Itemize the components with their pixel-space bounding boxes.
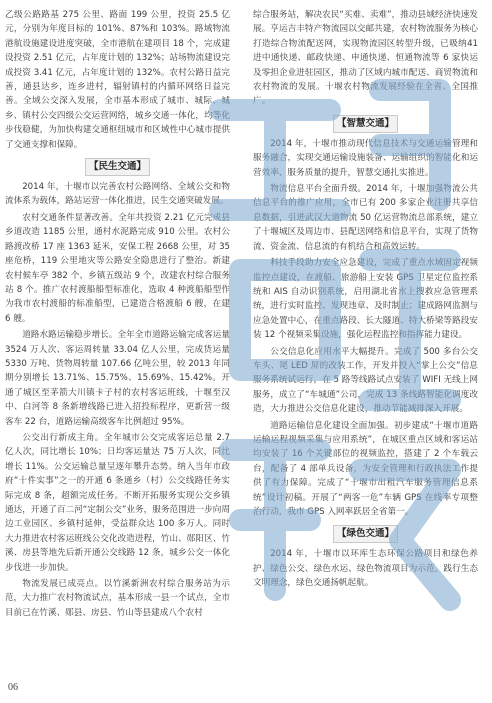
- livelihood-paragraph-5: 物流发展已成亮点。以竹溪新洲农村综合服务站为示范，大力推广农村物流试点，基本形成一县一个试点，全市目前已在竹溪、郧县、房县、竹山等县建成八个农村: [5, 579, 230, 618]
- section-heading-label: 【绿色交通】: [333, 525, 398, 543]
- livelihood-paragraph-3: 道路水路运输稳步增长。全年全市道路运输完成客运量 3524 万人次、客运周转量 33.04 亿人公里，完成货运量 5330 万吨、货物周转量 107.66 亿吨公里，较 2013 年同期分别增长 13.71%、15.75%、15.69%、15.42%。开通了城区至茅箭大川镇卡子村的农村客运班线，十堰至汉中、白河等 8 条新增线路已进入招投标程序，更新营一级客车 22 台，道路运输高级客车比例超过 95%。: [5, 330, 230, 427]
- left-column: [5, 8, 230, 622]
- smart-paragraph-4: 公交信息化应用水平大幅提升。完成了 500 多台公交车头、尾 LED 屏的改装工作，开发并投入“掌上公交”信息服务系统试运行，在 5 路等线路试点安装了 WIFI 无线上网服务，成立了“车城通”公司，完成 13 条线路智能化调度改造，大力推进公交信息化建设，推动节能减排深入开展。: [253, 346, 478, 415]
- section-heading-green: [253, 525, 478, 543]
- page-number: 06: [8, 682, 18, 693]
- section-heading-smart: [253, 115, 478, 133]
- smart-paragraph-5: 道路运输信息化建设全面加强。初步建成“十堰市道路运输运程视频采集与应用系统”，在城区重点区域和客运站均安装了 16 个关键部位的视频监控，搭建了 2 个车载云台，配备了 4 部单兵设备，为安全管理和行政执法工作提供了有力保障。完成了“十堰市出租汽车服务管理信息系统”设计初稿。开展了“两客一危”车辆 GPS 在线率专项整治行动，我市 GPS 入网率跃居全省第一。: [253, 420, 478, 517]
- livelihood-paragraph-4: 公交出行新成主角。全年城市公交完成客运总量 2.7 亿人次，同比增长 10%；日均客运量达 75 万人次，同比增长 11%。公交运输总量呈逐年攀升态势。纳入当年市政府“十件实事”之一的开通 6 条通乡（村）公交线路任务实际完成 8 条，超额完成任务。不断开拓服务实现公交乡镇通达，开通了百二河“定制公交”业务，服务范围进一步向周边工业园区、乡镇村延伸，受益群众达 100 多万人。同时大力推进农村客运班线公交化改造进程，竹山、郧阳区、竹溪、房县等地先后新开通公交线路 12 条，城乡公交一体化步伐进一步加快。: [5, 432, 230, 573]
- section-heading-label: 【智慧交通】: [333, 115, 398, 133]
- livelihood-paragraph-2: 农村交通条件显著改善。全年共投资 2.21 亿元完成县乡道改造 1185 公里，通村水泥路完成 910 公里。农村公路渡改桥 17 座 1363 延米，安保工程 2668 公里，对 35 座危桥，119 公里地灾等公路安全隐患进行了整治。新建农村候车亭 382 个、乡镇五级站 9 个，改建农村综合服务站 8 个。推广农村渡船船型标准化，选取 4 种渡船船型作为我市农村渡船的标准船型，已建造合格渡船 6 艘，在建 6 艘。: [5, 212, 230, 324]
- green-paragraph-1: 2014 年，十堰市以环库生态环保公路项目和绿色养护、绿色公交、绿色水运、绿色物流项目为示范，践行生态文明理念，绿色交通扬帆起航。: [253, 549, 478, 589]
- section-heading-label: 【民生交通】: [85, 158, 150, 176]
- right-intro-paragraph: 综合服务站，解决农民“买难、卖难”，推动县域经济快速发展。亨运吉丰特产物流园以交邮共建，农村物流服务为核心打造综合物流配送网，实现物流园区转型升级，已吸纳41进中通快递、邮政快递、申通快递、恒通物流等 6 家快运及零担企业进驻园区，推动了区域内城市配送、商贸物流和农村物流的发展。十堰农村物流发展经验在全省、全国推广。: [253, 10, 478, 107]
- livelihood-paragraph-1: 2014 年，十堰市以完善农村公路网络、全域公交和物流体系为载体，路站运营一体化推进，民生交通突破发展。: [5, 182, 230, 207]
- smart-paragraph-1: 2014 年，十堰市推动现代信息技术与交通运输管理和服务融合，实现交通运输设施装备、运输组织的智能化和运营效率、服务质量的提升，智慧交通扎实推进。: [253, 138, 478, 178]
- smart-paragraph-2: 物流信息平台全面升级。2014 年，十堰加强物流公共信息平台的推广应用，全市已有 200 多家企业注册共享信息数据，引进武汉大道物流 50 亿运营物流总部系统，建立了十堰城区及周边市、县配送网络和信息平台，实现了货物流、资金流、信息流的有机结合和高效运转。: [253, 184, 478, 252]
- right-column: [253, 8, 478, 593]
- smart-paragraph-3: 科技手段助力安全应急建设，完成了重点水域固定视频监控点建设，在渡船、旅游船上安装 GPS 卫星定位监控系统和 AIS 自动识别系统，启用湖北省水上搜救应急管理系统，进行实时监控、发现违章、及时制止；建成路网监测与应急处置中心，在重点路段、长大隧道、特大桥梁等路段安装 12 个视频采集设施，强化运程监控和指挥能力建设。: [253, 258, 478, 341]
- section-heading-livelihood: [5, 158, 230, 176]
- left-intro-paragraph: 乙级公路路基 275 公里、路面 199 公里，投资 25.5 亿元，分别为年度目标的 101%、87%和 103%。路域物流港航设施建设进度突破，全市港航在建项目 18 个，完成建设投资 2.51 亿元，占年度计划的 132%；站场物流建设完成投资 3.41 亿元，占年度计划的 132%。农村公路日益完善，通县达乡，连乡进村，辐射镇村的内循环网络日益完善。全域公交深入发展，全市基本形成了城市、城际、城乡、镇村公交四级公交运营网络，城乡交通一体化，均等化步伐稳健，为加快构建交通枢纽城市和区域性中心城市提供了交通支撑和保障。: [5, 10, 230, 150]
